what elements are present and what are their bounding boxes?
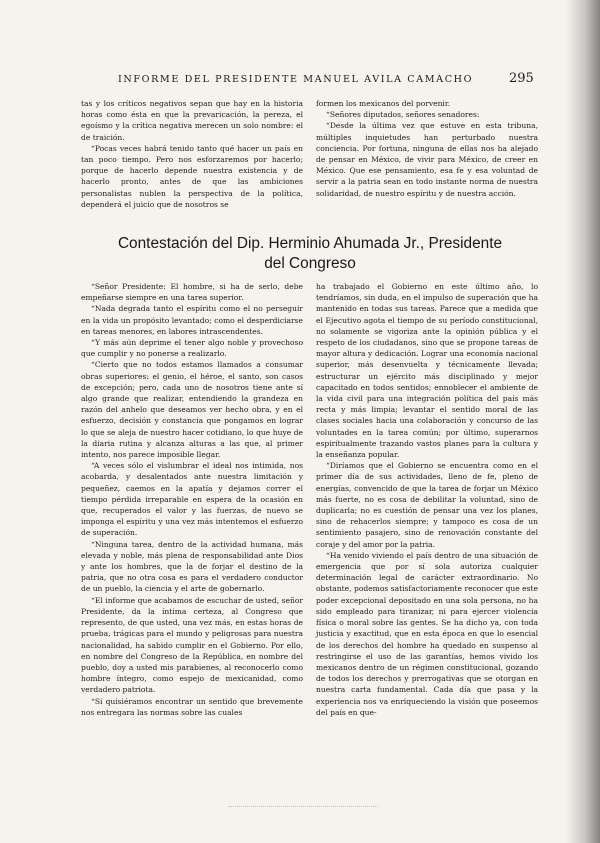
paragraph: “Diríamos que el Gobierno se encuentra como en el primer día de sus actividades, lleno de fe, pleno de energías, convencido de que la tarea de forjar un México más fuerte, no es cosa de debilitar la voluntad, sino de duplicarla; no es cuestión de pensar una vez los planes, sino de rehacerlos siempre; y tampoco es cosa de un sentimiento pasajero, sino de renovación constante del coraje y del amor por la patria.	[316, 461, 538, 549]
paragraph: tas y los críticos negativos sepan que hay en la historia horas como ésta en que la prevaricación, la pereza, el egoísmo y la crítica negativa merecen un solo nombre: el de traición.	[81, 99, 303, 142]
paragraph: “Si quisiéramos encontrar un sentido que brevemente nos entregara las normas sobre las cuales	[81, 696, 303, 717]
top-right-column	[316, 98, 538, 199]
top-left-column	[81, 98, 303, 210]
paragraph: “Pocas veces habrá tenido tanto qué hacer un país en tan poco tiempo. Pero nos esforzaremos por hacerlo; porque de hacerlo depende nuestra existencia y de hacerlo pronto, antes de que las ambiciones personalistas nublen la perspectiva de la política, dependerá el juicio que de nosotros se	[81, 143, 303, 209]
running-header: INFORME DEL PRESIDENTE MANUEL AVILA CAMACHO	[118, 74, 474, 85]
paragraph: “Ninguna tarea, dentro de la actividad humana, más elevada y noble, más plena de responsabilidad ante Dios y ante los hombres, que la de forjar el destino de la patria, que no otra cosa es para el verdadero conductor de un pueblo, la ciencia y el arte de gobernarlo.	[81, 539, 303, 594]
paragraph: formen los mexicanos del porvenir.	[316, 99, 451, 108]
paragraph: ha trabajado el Gobierno en este último año, lo tendríamos, sin duda, en el impulso de superación que ha mantenido en todas sus tareas. Parece que a medida que el Ejecutivo agota el tiempo de su período constitucional, no solamente se vigoriza ante la opinión pública y el respeto de los ciudadanos, sino que se propone tareas de mayor altura y dedicación. Lograr una economía nacional superior, más desenvuelta y técnicamente llevada; estructurar un ejército más disciplinado y mejor capacitado en todos sentidos; ennoblecer el ambiente de la vida civil para una integración política del país más recta y más limpia; levantar el sentido moral de las clases sociales hacia una colaboración y concurso de las voluntades en la tarea común; por último, superarnos espiritualmente trazando vastos planes para la cultura y la enseñanza popular.	[316, 282, 538, 460]
paragraph: “Señores diputados, señores senadores:	[326, 110, 480, 120]
section-title: Contestación del Dip. Herminio Ahumada Jr., Presidente del Congreso	[117, 235, 503, 272]
bottom-divider	[228, 806, 378, 808]
bottom-right-column	[316, 281, 538, 718]
paragraph: “A veces sólo el vislumbrar el ideal nos intimida, nos acobarda, y desalentados ante nuestra limitación y pequeñez, caemos en la apatía y dejamos correr el tiempo pérdida irreparable en espera de la ocasión en que, recuperados el valor y las fuerzas, de nuevo se imponga el espíritu y una vez más intentemos el esfuerzo de superación.	[81, 461, 303, 538]
paragraph: “Y más aún deprime el tener algo noble y provechoso que cumplir y no ponerse a realizarlo.	[81, 338, 303, 359]
paragraph: “Nada degrada tanto el espíritu como el no perseguir en la vida un propósito levantado; como el desperdiciarse en tareas menores, en labores intrascendentes.	[81, 304, 303, 336]
bottom-left-column	[81, 281, 303, 718]
paragraph: “El informe que acabamos de escuchar de usted, señor Presidente, da la íntima certeza, al Congreso que represento, de que usted, una vez más, en estas horas de prueba, trágicas para el mundo y peligrosas para nuestra nacionalidad, ha sabido cumplir en el Gobierno. Por ello, en nombre del Congreso de la República, en nombre del pueblo, doy a usted mis parabienes, al reconocerlo como hombre íntegro, como espejo de mexicanidad, como verdadero patriota.	[81, 595, 303, 695]
paragraph: “Señor Presidente: El hombre, si ha de serlo, debe empeñarse siempre en una tarea superior.	[81, 282, 303, 303]
paragraph: “Ha venido viviendo el país dentro de una situación de emergencia que por sí sola autoriza cualquier determinación legal de carácter extraordinario. No obstante, podemos satisfactoriamente reconocer que este poder excepcional depositado en una sola persona, no ha sido empleado para tiranizar, ni para ejercer violencia física o moral sobre las gentes. Se ha dicho ya, con toda justicia y exactitud, que en esta época en que lo esencial de los derechos del hombre ha quedado en suspenso al restringirse el uso de las garantías, hemos vivido los mexicanos dentro de un régimen constitucional, gozando de todos los derechos y prerrogativas que se otorgan en nuestra carta fundamental. Cada día que pasa y la experiencia nos va enriqueciendo la visión que poseemos del país en que-	[316, 550, 538, 717]
paragraph: “Desde la última vez que estuve en esta tribuna, múltiples inquietudes han perturbado nuestra conciencia. Por fortuna, ninguna de ellas nos ha alejado de pensar en México, de vivir para México, de creer en México. Que ese pensamiento, esa fe y esa voluntad de servir a la patria sean en todo instante norma de nuestra solidaridad, de nuestro espíritu y de nuestra acción.	[316, 121, 538, 198]
paragraph: “Cierto que no todos estamos llamados a consumar obras superiores: el genio, el héroe, el santo, son casos de excepción; pero, cada uno de nosotros tiene ante sí algo grande que realizar, entendiendo la grandeza en razón del anhelo que deseamos ver hecho obra, y en el esfuerzo, decisión y constancia que pongamos en lograr lo que se aleja de nuestro hacer cotidiano, lo que huye de la diaria rutina y alcanza alturas a las que, al primer intento, nos parece imposible llegar.	[81, 360, 303, 460]
binding-shadow	[566, 0, 600, 843]
page-number: 295	[509, 71, 534, 86]
